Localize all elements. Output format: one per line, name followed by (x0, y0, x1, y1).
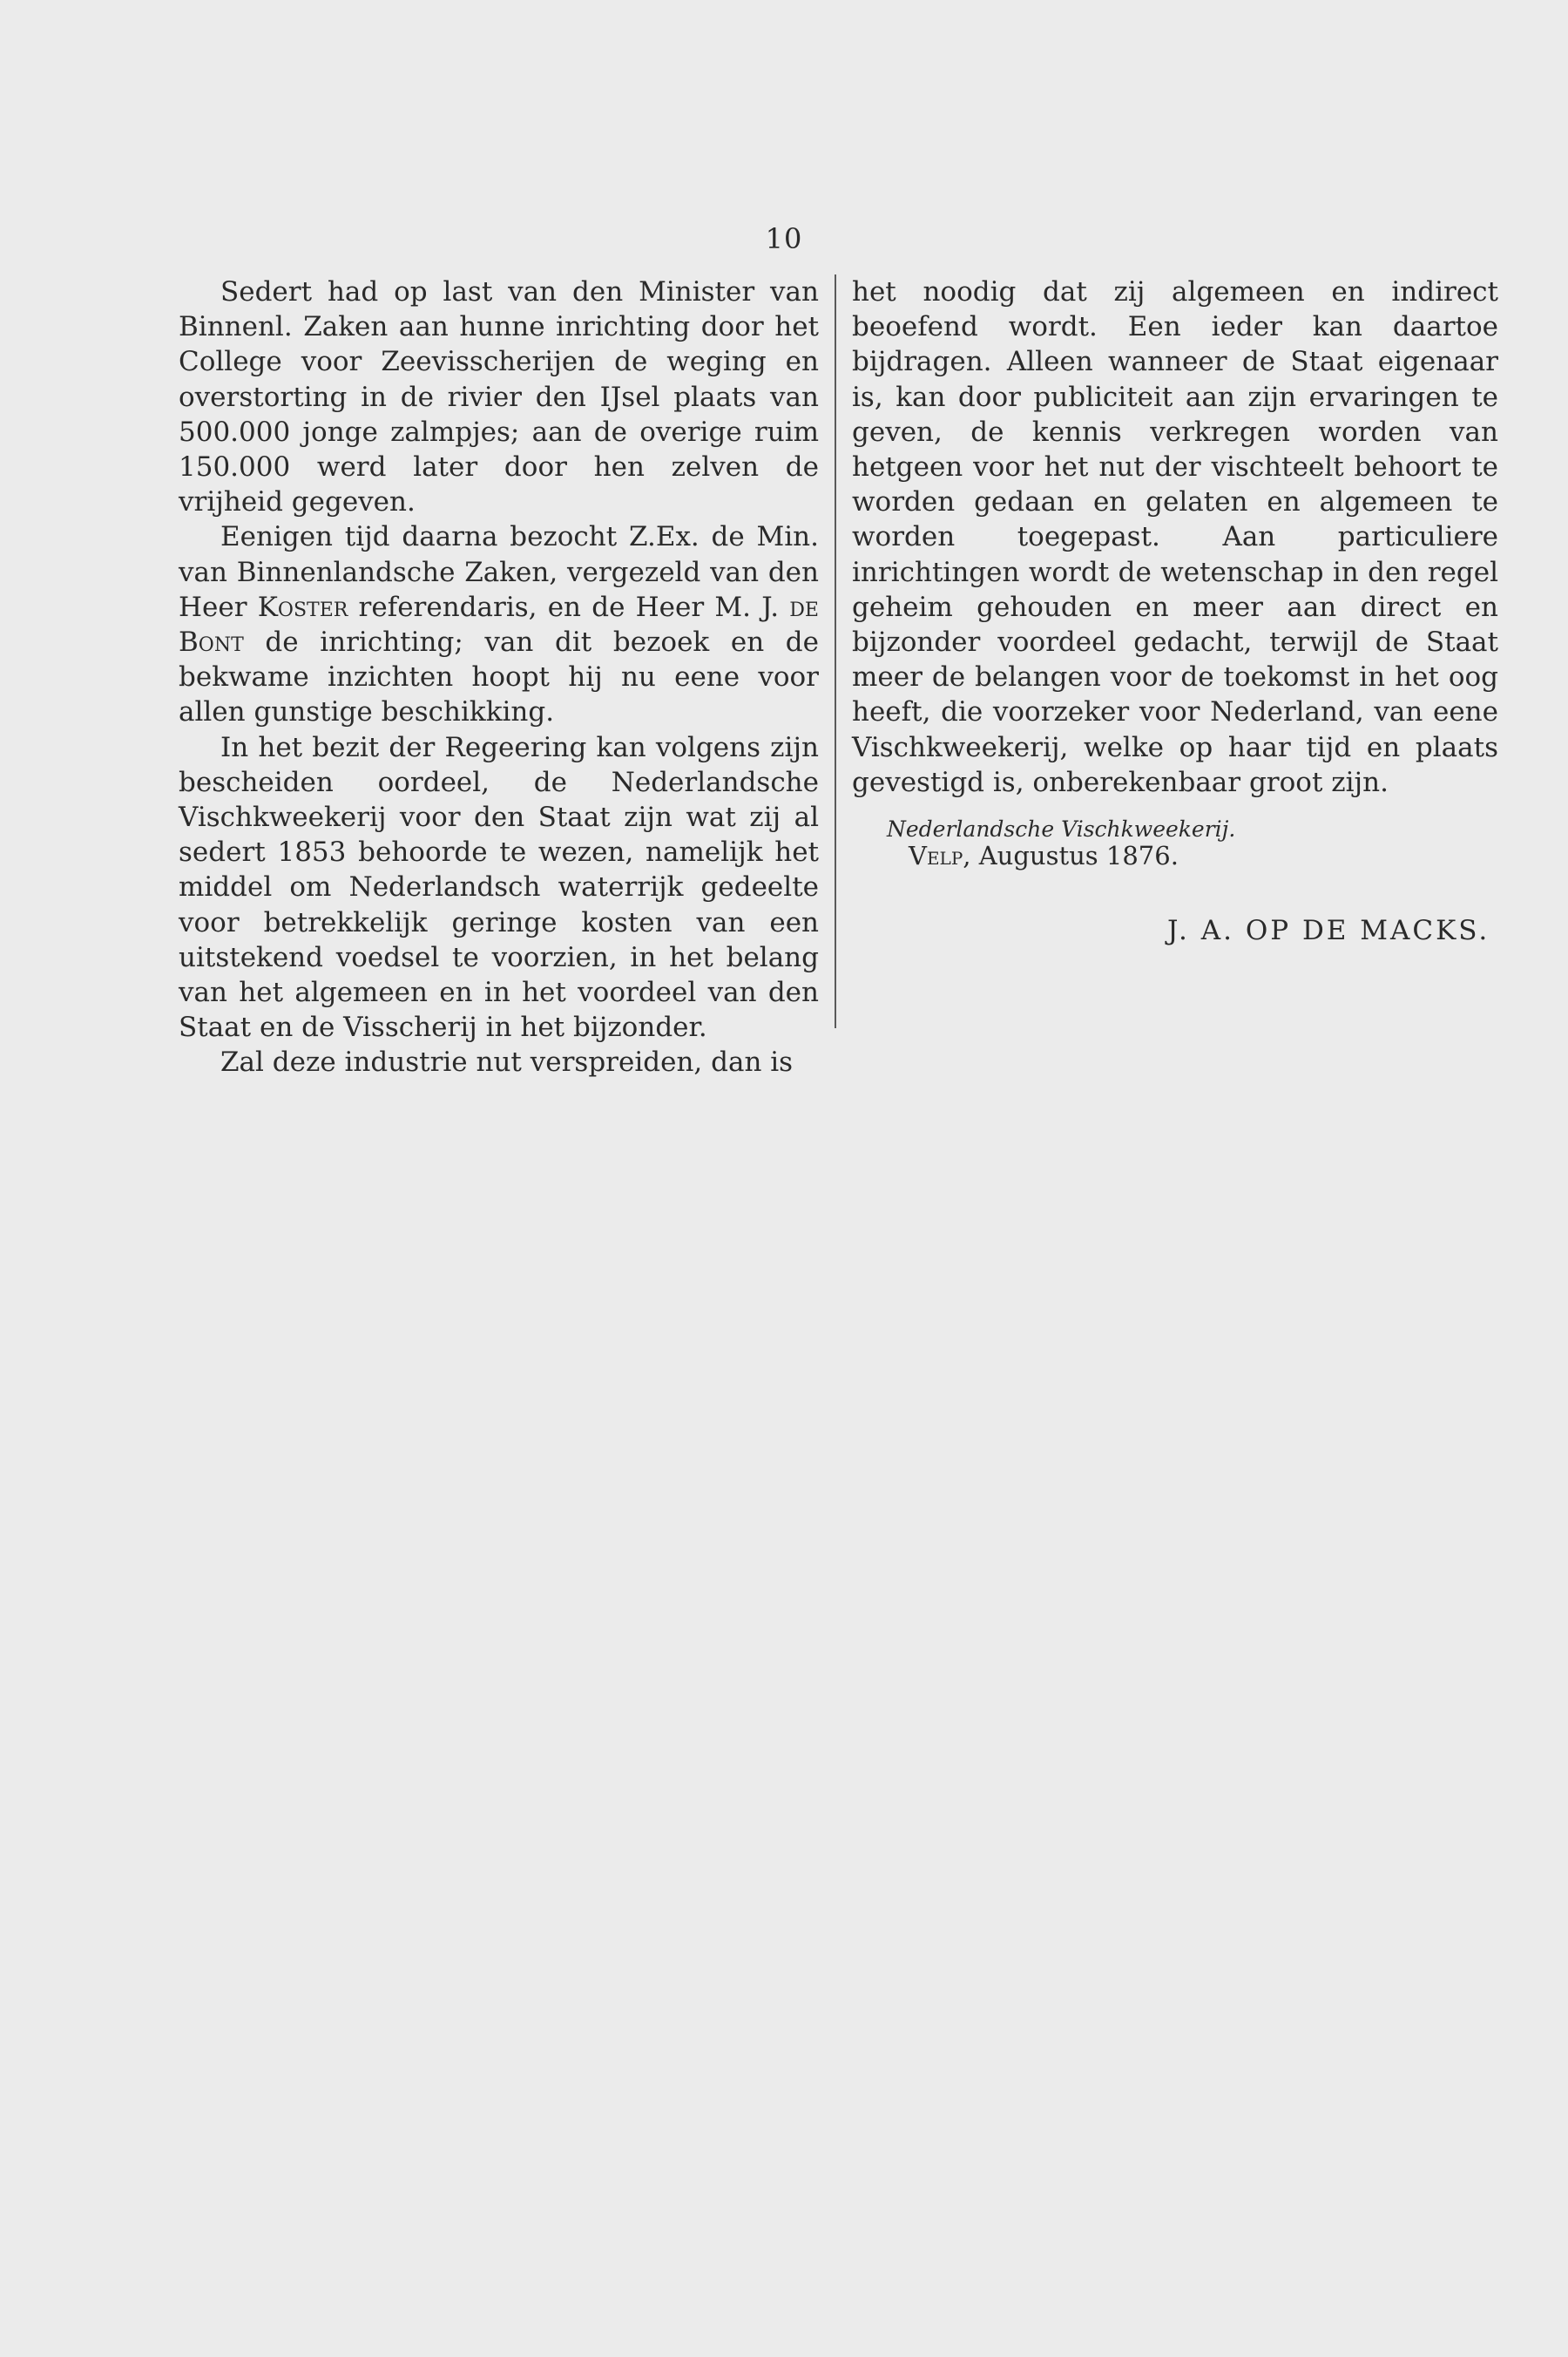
date-rest: Augustus 1876. (970, 841, 1179, 870)
left-column (179, 274, 819, 1080)
paragraph-2-text-b: referendaris, en de Heer M. J. (348, 591, 790, 623)
paragraph-1: Sedert had op last van den Minister van Binnenl. Zaken aan hunne inrichting door het College voor Zeevisscherijen de weging en overstorting in de rivier den IJsel plaats van 500.000 jonge zalmpjes; aan de overige ruim 150.000 werd later door hen zelven de vrijheid gegeven. (179, 276, 819, 518)
page-number: 10 (765, 222, 803, 255)
paragraph-2 (179, 519, 819, 729)
signature: J. A. OP DE MACKS. (1167, 915, 1490, 946)
date-city: Velp, (909, 841, 971, 870)
paragraph-2-text-c: de inrichting; van dit bezoek en de bekwame inzichten hoopt hij nu eene voor allen gunstige beschikking. (179, 627, 819, 728)
date-line (909, 841, 1179, 870)
column-divider (835, 274, 836, 1028)
paragraph-3: In het bezit der Regeering kan volgens zijn bescheiden oordeel, de Nederlandsche Vischkweekerij voor den Staat zijn wat zij al sedert 1853 behoorde te wezen, namelijk het middel om Nederlandsch waterrijk gedeelte voor betrekkelijk geringe kosten van een uitstekend voedsel te voorzien, in het belang van het algemeen en in het voordeel van den Staat en de Visscherij in het bijzonder. (179, 731, 819, 1044)
right-column (852, 274, 1498, 800)
paragraph-5: het noodig dat zij algemeen en indirect beoefend wordt. Een ieder kan daartoe bijdragen. Alleen wanneer de Staat eigenaar is, kan door publiciteit aan zijn ervaringen te geven, de kennis verkregen worden van hetgeen voor het nut der vischteelt behoort te worden gedaan en gelaten en algemeen te worden toegepast. Aan particuliere inrichtingen wordt de wetenschap in den regel geheim gehouden en meer aan direct en bijzonder voordeel gedacht, terwijl de Staat meer de belangen voor de toekomst in het oog heeft, die voorzeker voor Nederland, van eene Vischkweekerij, welke op haar tijd en plaats gevestigd is, onberekenbaar groot zijn. (852, 276, 1498, 798)
paragraph-4: Zal deze industrie nut verspreiden, dan is (220, 1046, 794, 1079)
name-de-bont: de Bont (179, 591, 819, 659)
place-line: Nederlandsche Vischkweekerij. (887, 816, 1236, 842)
name-koster: Koster (257, 591, 348, 623)
paragraph-2-text-a: Eenigen tijd daarna bezocht Z.Ex. de Min. van Binnenlandsche Zaken, vergezeld van den Heer (179, 521, 819, 623)
